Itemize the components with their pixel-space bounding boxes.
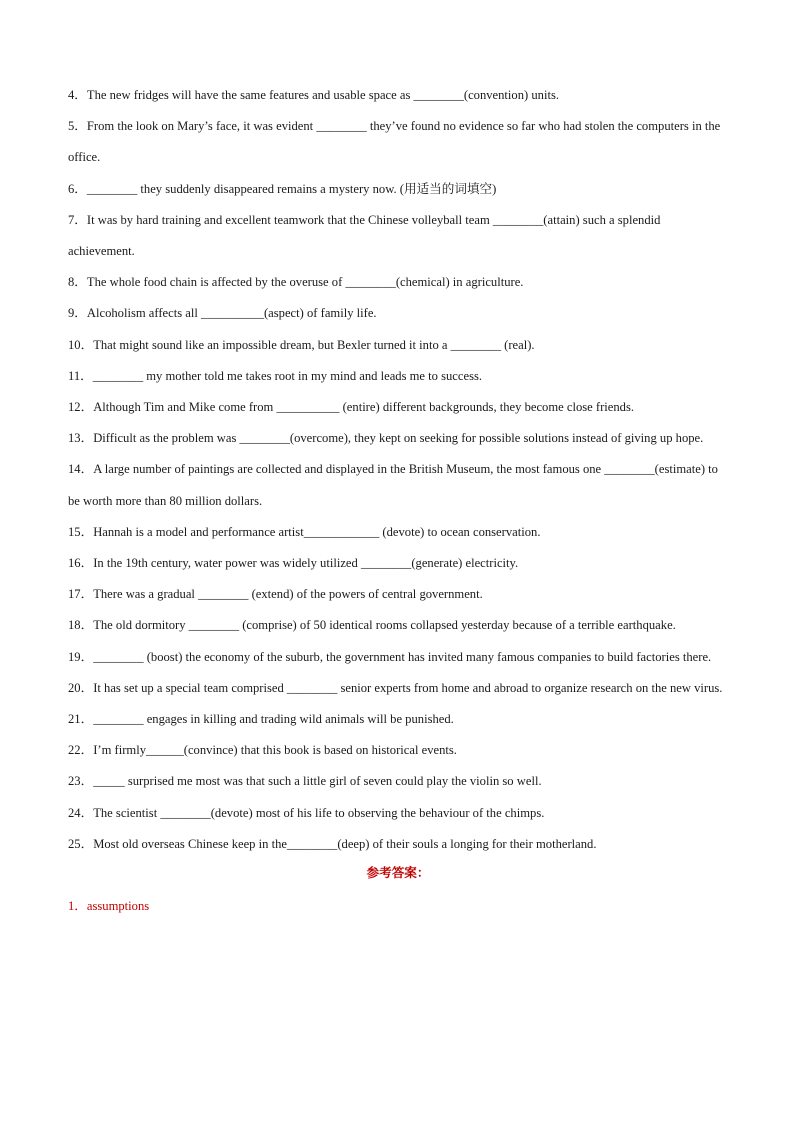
- question-text: The whole food chain is affected by the overuse of ________(chemical) in agriculture.: [86, 275, 524, 290]
- question-item: [68, 454, 728, 516]
- question-number: 4．: [68, 88, 87, 102]
- question-item: [68, 80, 728, 111]
- question-item: [68, 423, 728, 454]
- question-number: 7．: [68, 212, 87, 227]
- answer-item: [68, 886, 728, 926]
- question-item: [68, 361, 728, 392]
- question-number: 12．: [68, 400, 94, 415]
- question-number: 13．: [68, 431, 94, 446]
- question-text: ________ my mother told me takes root in my mind and leads me to success.: [92, 368, 483, 383]
- question-number: 18．: [68, 618, 94, 633]
- question-number: 10．: [68, 337, 94, 352]
- question-number: 17．: [68, 587, 94, 602]
- question-item: [68, 798, 728, 829]
- question-text: From the look on Mary’s face, it was evident ________ they’ve found no evidence so far who had stolen the computers in the office.: [68, 119, 721, 165]
- question-item: [68, 548, 728, 579]
- question-text: Alcoholism affects all __________(aspect) of family life.: [86, 306, 377, 321]
- question-item: [68, 517, 728, 548]
- question-number: 25．: [68, 836, 94, 851]
- question-number: 14．: [68, 462, 94, 477]
- question-list: [68, 80, 728, 860]
- question-text: I’m firmly______(convince) that this book is based on historical events.: [93, 743, 457, 758]
- question-text: Difficult as the problem was ________(overcome), they kept on seeking for possible solutions instead of giving up hope.: [93, 431, 704, 446]
- question-number: 24．: [68, 805, 94, 820]
- question-number: 8．: [68, 275, 87, 290]
- question-number: 22．: [68, 743, 94, 758]
- answer-key-title: 参考答案：: [366, 865, 430, 881]
- question-text: The old dormitory ________ (comprise) of 50 identical rooms collapsed yesterday because of a terrible earthquake.: [93, 618, 676, 633]
- question-text: ________ they suddenly disappeared remains a mystery now. (用适当的词填空): [86, 181, 497, 196]
- question-text: Although Tim and Mike come from __________ (entire) different backgrounds, they become close friends.: [93, 400, 635, 415]
- answer-number: 1．: [68, 899, 87, 914]
- question-text: Most old overseas Chinese keep in the________(deep) of their souls a longing for their motherland.: [93, 836, 597, 851]
- question-number: 21．: [68, 712, 94, 727]
- question-number: 6．: [68, 181, 87, 196]
- question-item: [68, 267, 728, 298]
- question-text: A large number of paintings are collected and displayed in the British Museum, the most famous one ________(estimate) to be worth more than 80 million dollars.: [68, 462, 718, 508]
- question-number: 5．: [68, 119, 87, 134]
- question-number: 11．: [68, 368, 93, 383]
- question-item: [68, 174, 728, 205]
- question-text: It was by hard training and excellent teamwork that the Chinese volleyball team ________(attain) such a splendid achievement.: [68, 212, 661, 259]
- question-item: [68, 298, 728, 329]
- question-text: It has set up a special team comprised ________ senior experts from home and abroad to organize research on the new virus.: [93, 680, 723, 695]
- question-item: [68, 829, 728, 860]
- question-text: ________ engages in killing and trading wild animals will be punished.: [93, 712, 454, 727]
- question-item: [68, 610, 728, 641]
- question-text: _____ surprised me most was that such a little girl of seven could play the violin so well.: [93, 774, 542, 789]
- question-item: [68, 766, 728, 797]
- question-number: 16．: [68, 556, 94, 571]
- question-item: [68, 673, 728, 704]
- answer-text: assumptions: [86, 899, 150, 914]
- question-number: 15．: [68, 524, 94, 539]
- question-text: That might sound like an impossible dream, but Bexler turned it into a ________ (real).: [93, 337, 535, 352]
- question-item: [68, 704, 728, 735]
- question-number: 23．: [68, 774, 94, 789]
- question-item: [68, 642, 728, 673]
- question-text: There was a gradual ________ (extend) of the powers of central government.: [93, 587, 483, 602]
- question-text: In the 19th century, water power was widely utilized ________(generate) electricity.: [93, 556, 519, 571]
- question-item: [68, 111, 728, 173]
- question-item: [68, 205, 728, 267]
- question-item: [68, 735, 728, 766]
- question-text: ________ (boost) the economy of the suburb, the government has invited many famous companies to build factories there.: [93, 649, 712, 664]
- question-item: [68, 330, 728, 361]
- question-number: 9．: [68, 306, 87, 321]
- question-text: The scientist ________(devote) most of his life to observing the behaviour of the chimps.: [93, 805, 545, 820]
- worksheet: [68, 80, 728, 926]
- question-item: [68, 579, 728, 610]
- question-number: 19．: [68, 649, 94, 664]
- question-number: 20．: [68, 680, 94, 695]
- question-text: The new fridges will have the same features and usable space as ________(convention) units.: [86, 88, 560, 102]
- question-item: [68, 392, 728, 423]
- question-text: Hannah is a model and performance artist____________ (devote) to ocean conservation.: [93, 524, 541, 539]
